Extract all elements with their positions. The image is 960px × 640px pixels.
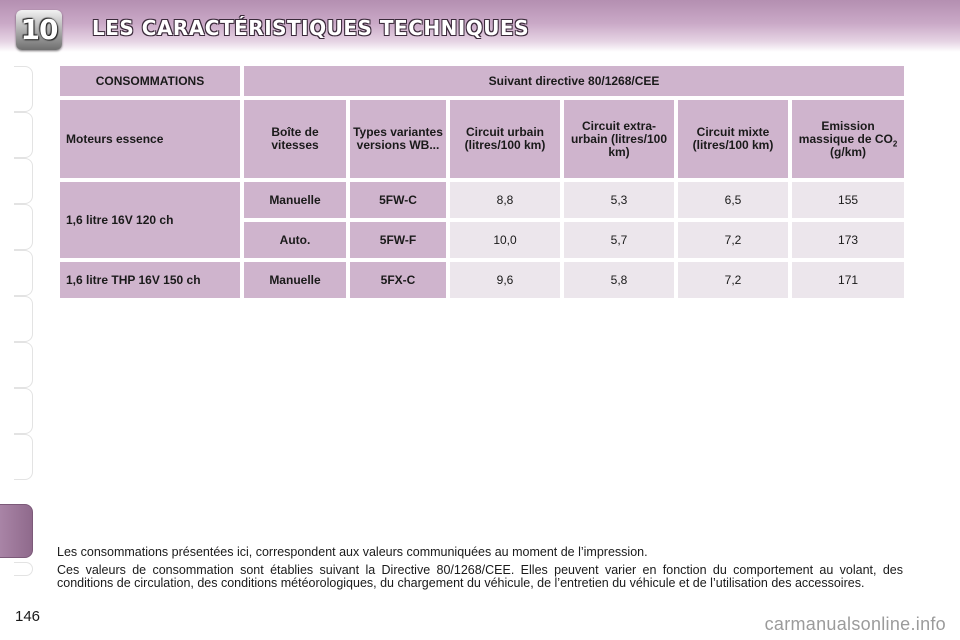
urban-cell: 8,8	[450, 182, 560, 218]
gearbox-cell: Manuelle	[244, 262, 346, 298]
chapter-tab[interactable]	[14, 158, 33, 204]
chapter-tab[interactable]	[14, 434, 33, 480]
mixed-cell: 6,5	[678, 182, 788, 218]
mixed-cell: 7,2	[678, 222, 788, 258]
notes	[57, 546, 903, 595]
engine-cell: 1,6 litre 16V 120 ch	[60, 182, 240, 258]
col-co2-suffix: (g/km)	[830, 144, 867, 159]
consumption-table	[56, 62, 908, 302]
extra-urban-cell: 5,8	[564, 262, 674, 298]
table-row	[60, 262, 904, 298]
col-engine: Moteurs essence	[60, 100, 240, 178]
watermark: carmanualsonline.info	[764, 614, 946, 634]
col-co2-sub: 2	[892, 138, 898, 148]
header-band	[0, 0, 960, 52]
gearbox-cell: Auto.	[244, 222, 346, 258]
co2-cell: 173	[792, 222, 904, 258]
col-gearbox: Boîte de vitesses	[244, 100, 346, 178]
extra-urban-cell: 5,7	[564, 222, 674, 258]
variant-cell: 5FW-F	[350, 222, 446, 258]
chapter-badge: 10	[16, 10, 62, 50]
mixed-cell: 7,2	[678, 262, 788, 298]
chapter-tab-active[interactable]	[0, 504, 33, 558]
co2-cell: 155	[792, 182, 904, 218]
col-mixed: Circuit mixte (litres/100 km)	[678, 100, 788, 178]
extra-urban-cell: 5,3	[564, 182, 674, 218]
col-co2-prefix: Emission massique de CO	[798, 118, 893, 146]
col-urban: Circuit urbain (litres/100 km)	[450, 100, 560, 178]
col-co2	[792, 100, 904, 178]
co2-cell: 171	[792, 262, 904, 298]
chapter-tab[interactable]	[14, 66, 33, 112]
chapter-tab[interactable]	[14, 342, 33, 388]
urban-cell: 10,0	[450, 222, 560, 258]
chapter-tab[interactable]	[14, 112, 33, 158]
directive-cell: Suivant directive 80/1268/CEE	[244, 66, 904, 96]
engine-cell: 1,6 litre THP 16V 150 ch	[60, 262, 240, 298]
note-paragraph: Ces valeurs de consommation sont établies suivant la Directive 80/1268/CEE. Elles peuvent varier en fonction du comportement au volant, des conditions de circulation, des conditions météorologiques, du chargement du véhicule, de l’entretien du véhicule et de l’utilisation des accessoires.	[57, 563, 903, 590]
variant-cell: 5FW-C	[350, 182, 446, 218]
table-row	[60, 182, 904, 218]
chapter-tab[interactable]	[14, 562, 33, 576]
chapter-tab[interactable]	[14, 388, 33, 434]
note-paragraph: Les consommations présentées ici, correspondent aux valeurs communiquées au moment de l’impression.	[57, 545, 648, 559]
chapter-side-tabs	[0, 62, 34, 582]
gearbox-cell: Manuelle	[244, 182, 346, 218]
col-variants: Types variantes versions WB...	[350, 100, 446, 178]
variant-cell: 5FX-C	[350, 262, 446, 298]
section-title-cell: CONSOMMATIONS	[60, 66, 240, 96]
chapter-tab[interactable]	[14, 296, 33, 342]
chapter-tab[interactable]	[14, 204, 33, 250]
col-extra-urban: Circuit extra-urbain (litres/100 km)	[564, 100, 674, 178]
chapter-tab[interactable]	[14, 250, 33, 296]
urban-cell: 9,6	[450, 262, 560, 298]
page-number: 146	[15, 608, 41, 625]
page-title: LES CARACTÉRISTIQUES TECHNIQUES	[92, 16, 530, 40]
